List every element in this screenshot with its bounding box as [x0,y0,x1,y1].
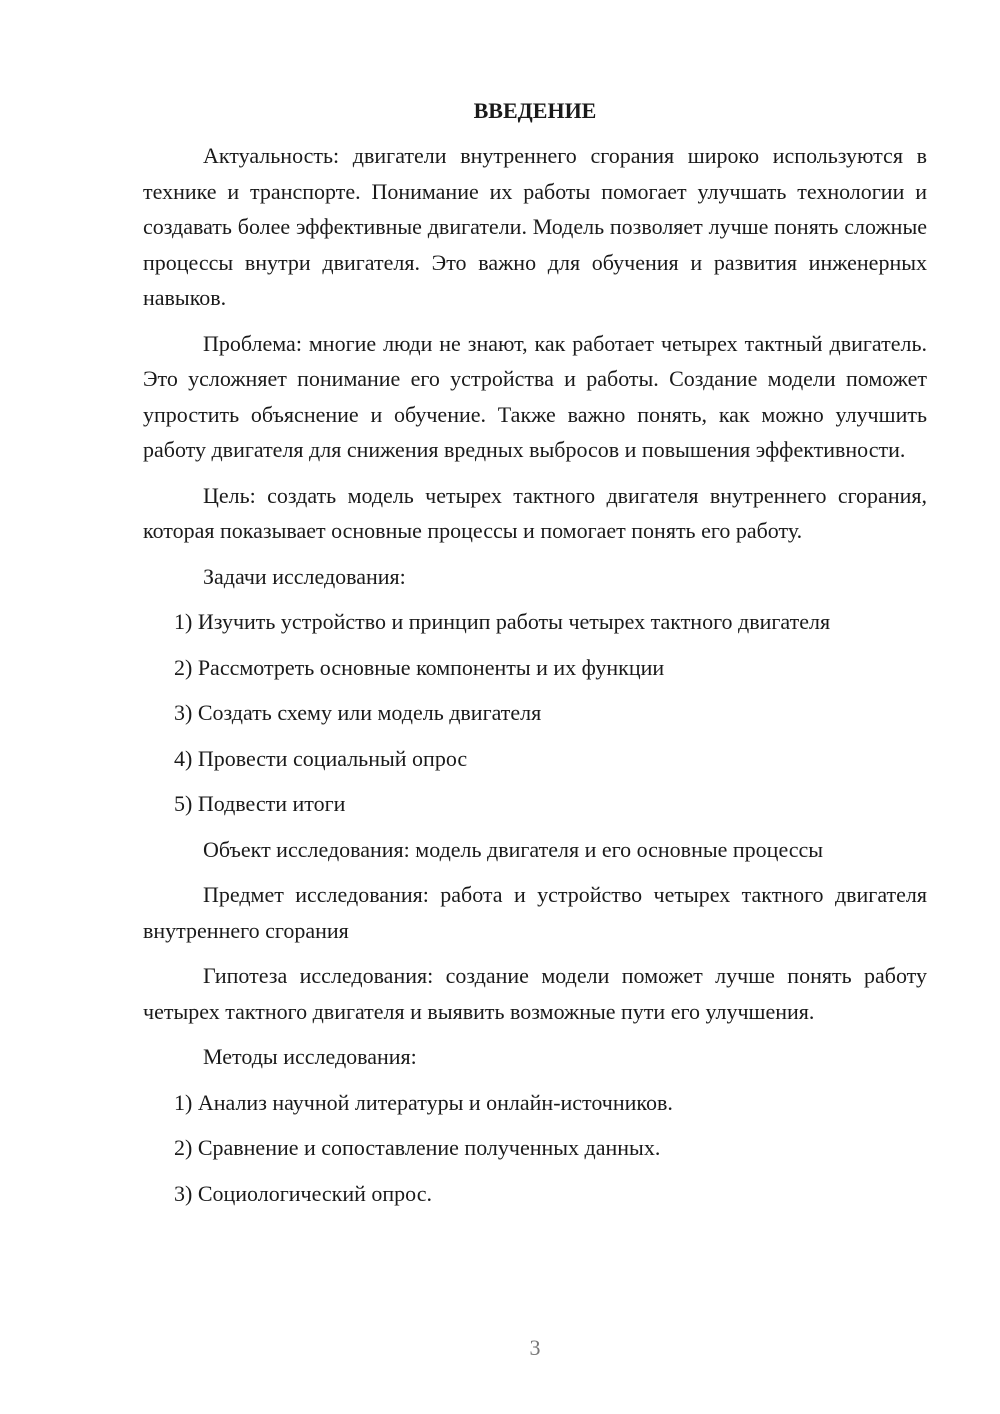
tasks-list [143,604,927,822]
list-item: 5) Подвести итоги [174,791,346,816]
problem-paragraph: Проблема: многие люди не знают, как работает четырех тактный двигатель. Это усложняет понимание его устройства и работы. Создание модели поможет упростить объяснение и обучение. Также важно понять, как можно улучшить работу двигателя для снижения вредных выбросов и повышения эффективности. [143,330,927,462]
goal-paragraph: Цель: создать модель четырех тактного двигателя внутреннего сгорания, которая показывает основные процессы и помогает понять его работу. [143,482,927,543]
list-item: 1) Изучить устройство и принцип работы четырех тактного двигателя [174,609,831,634]
object-paragraph: Объект исследования: модель двигателя и его основные процессы [203,836,824,862]
relevance-paragraph: Актуальность: двигатели внутреннего сгорания широко используются в технике и транспорте. Понимание их работы помогает улучшать технологии и создавать более эффективные двигатели. Модель позволяет лучше понять сложные процессы внутри двигателя. Это важно для обучения и развития инженерных навыков. [143,143,927,310]
methods-list [143,1085,927,1212]
list-item: 1) Анализ научной литературы и онлайн-источников. [174,1089,673,1115]
page-content [143,94,927,1221]
list-item: 2) Сравнение и сопоставление полученных данных. [174,1135,661,1160]
hypothesis-paragraph: Гипотеза исследования: создание модели поможет лучше понять работу четырех тактного двигателя и выявить возможные пути его улучшения. [143,963,927,1024]
list-item: 3) Создать схему или модель двигателя [174,700,542,725]
list-item: 4) Провести социальный опрос [174,745,468,771]
list-item: 3) Социологический опрос. [174,1180,432,1206]
page-number: 3 [529,1335,541,1360]
tasks-heading: Задачи исследования: [203,563,406,589]
page-title: ВВЕДЕНИЕ [473,98,597,123]
list-item: 2) Рассмотреть основные компоненты и их функции [174,654,665,680]
subject-paragraph: Предмет исследования: работа и устройство четырех тактного двигателя внутреннего сгорания [143,882,927,943]
methods-heading: Методы исследования: [203,1044,417,1069]
